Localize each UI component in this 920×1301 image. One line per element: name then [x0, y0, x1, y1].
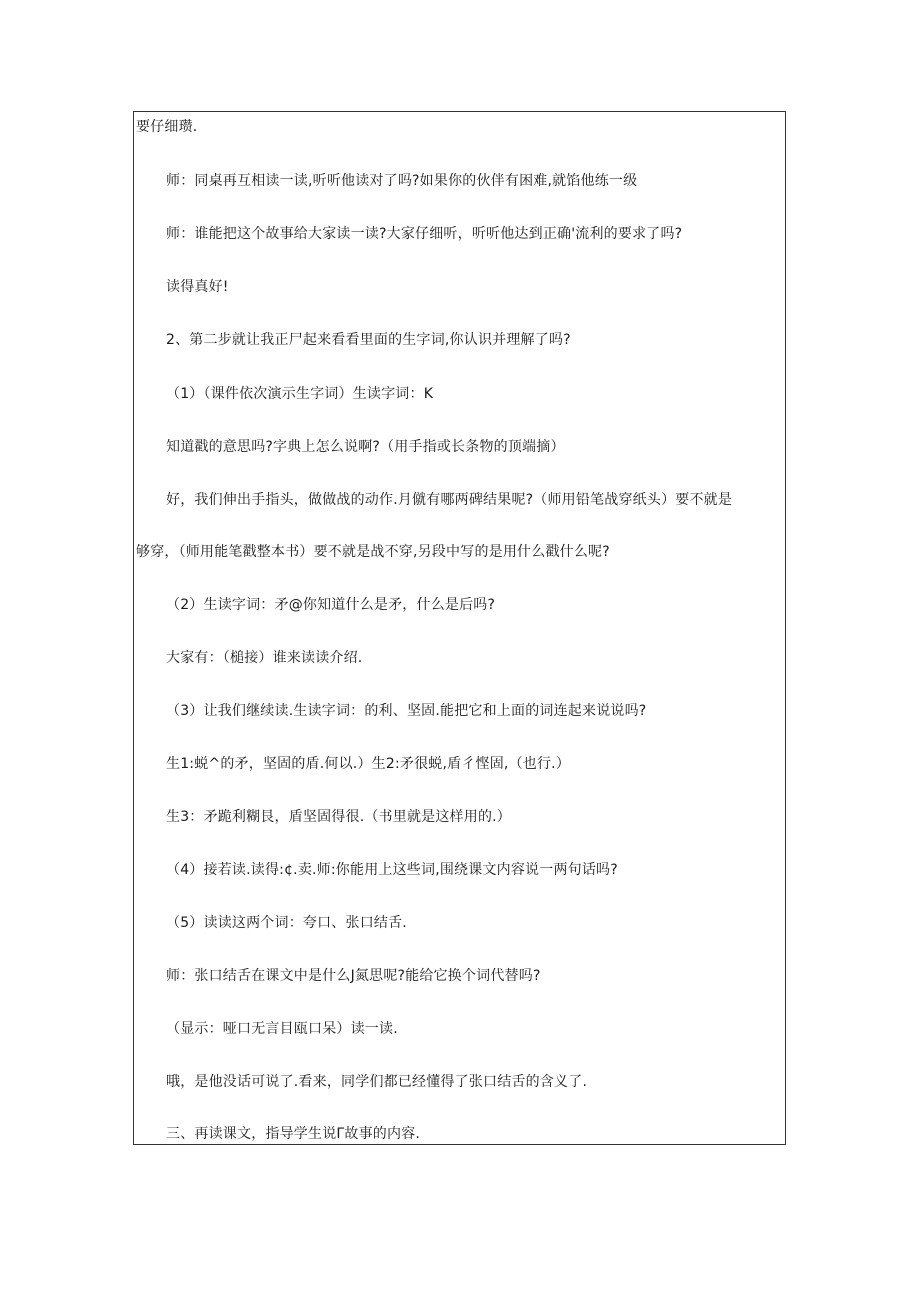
text-line-1: 要仔细瓒. — [136, 119, 198, 135]
text-line-5: 2、第二步就让我正尸起来看看里面的生字词,你认识并理解了吗? — [166, 332, 571, 348]
text-line-12: （3）让我们继续读.生读字词：的利、坚固.能把它和上面的词连起来说说吗? — [166, 703, 647, 719]
text-line-15: （4）接若读.读得:¢.卖.师:你能用上这些词,围绕课文内容说一两句话吗? — [166, 862, 618, 878]
text-line-16: （5）读读这两个词：夸口、张口结舌. — [166, 915, 407, 931]
text-line-17: 师：张口结舌在课文中是什么J氮思呢?能给它换个词代替吗? — [166, 968, 541, 984]
text-line-14: 生3：矛跪利糊艮，盾坚固得很.（书里就是这样用的.） — [166, 809, 512, 825]
text-line-2: 师：同桌再互相读一读,听听他读对了吗?如果你的伙伴有困难,就馅他练一级 — [166, 173, 638, 189]
text-line-13: 生1:蜕^的矛，坚固的盾.何以.）生2:矛很蜕,盾彳悭固,（也行.） — [166, 756, 571, 772]
text-line-8: 好，我们伸出手指头，做做战的动作.月僦有哪两碑结果呢?（师用铅笔战穿纸头）要不就是 — [166, 492, 733, 508]
text-line-10: （2）生读字词：矛@你知道什么是矛，什么是后吗? — [166, 597, 496, 613]
text-line-4: 读得真好! — [166, 279, 229, 295]
text-line-6: （1）（课件依次演示生字词）生读字词：K — [166, 386, 434, 402]
text-line-3: 师：谁能把这个故事给大家读一读?大家仔细听，听听他达到正确'流利的要求了吗? — [166, 226, 683, 242]
text-line-19: 哦，是他没话可说了.看来，同学们都已经懂得了张口结舌的含义了. — [166, 1074, 588, 1090]
text-line-18: （显示：哑口无言目瓯口呆）读一读. — [166, 1021, 398, 1037]
text-line-9: 够穿，（师用能笔戳整本书）要不就是战不穿,另段中写的是用什么戳什么呢? — [136, 544, 610, 560]
text-line-20: 三、再读课文，指导学生说Γ故事的内容. — [166, 1126, 421, 1142]
text-line-7: 知道戳的意思吗?字典上怎么说啊?（用手指或长条物的顶端摘） — [166, 439, 565, 455]
document-frame — [133, 111, 786, 1145]
text-line-11: 大家有：（槌接）谁来读读介绍. — [166, 650, 363, 666]
